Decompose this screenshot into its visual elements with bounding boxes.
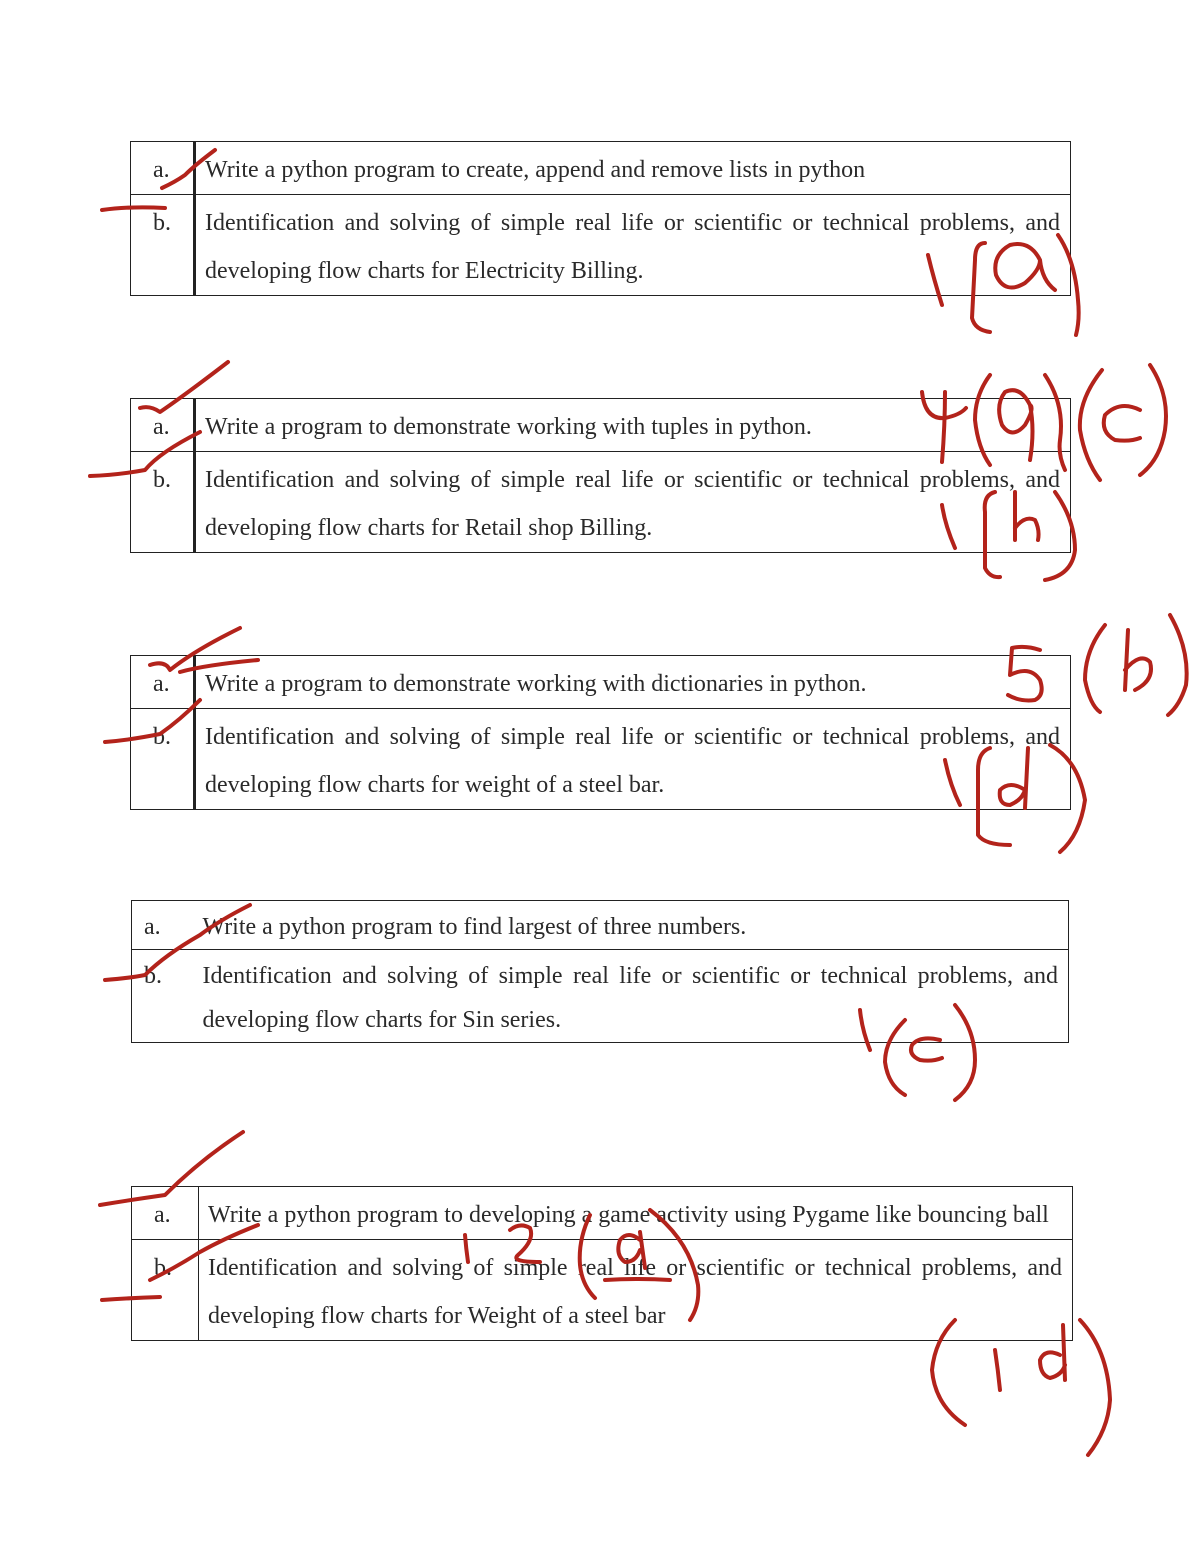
question-text: Identification and solving of simple real life or scientific or technical problems, and developing flow charts for Electricity Billing. — [195, 195, 1071, 296]
question-text: Identification and solving of simple real life or scientific or technical problems, and developing flow charts for weight of a steel bar. — [195, 709, 1071, 810]
row-label: b. — [131, 195, 195, 296]
question-row-a — [132, 901, 1069, 950]
question-table-4 — [131, 900, 1069, 1043]
row-label: a. — [131, 142, 195, 195]
note-5b — [1168, 615, 1187, 715]
row-label: b. — [131, 709, 195, 810]
row-label: a. — [131, 656, 195, 709]
note-4c — [1080, 370, 1102, 480]
question-text: Identification and solving of simple real life or scientific or technical problems, and developing flow charts for Retail shop Billing. — [195, 452, 1071, 553]
question-text: Identification and solving of simple real life or scientific or technical problems, and developing flow charts for Sin series. — [194, 950, 1069, 1043]
question-row-a — [131, 399, 1071, 452]
question-table-5 — [131, 1186, 1073, 1341]
question-row-a — [131, 656, 1071, 709]
note-1d-last — [1080, 1320, 1110, 1455]
question-text: Write a python program to find largest of three numbers. — [194, 901, 1069, 950]
note-4c — [1104, 406, 1140, 441]
row-label: a. — [132, 1187, 199, 1240]
row-label: b. — [131, 452, 195, 553]
question-row-b — [131, 195, 1071, 296]
question-row-b — [131, 709, 1071, 810]
question-text: Identification and solving of simple real life or scientific or technical problems, and developing flow charts for Weight of a steel bar — [199, 1240, 1073, 1341]
question-table-3 — [130, 655, 1071, 810]
row-label: a. — [132, 901, 194, 950]
question-row-b — [131, 452, 1071, 553]
note-5b — [1085, 625, 1105, 712]
question-row-b — [132, 950, 1069, 1043]
note-1d-last — [995, 1350, 1000, 1390]
note-4c — [1140, 365, 1166, 475]
question-row-a — [132, 1187, 1073, 1240]
row-label: b. — [132, 1240, 199, 1341]
question-text: Write a python program to developing a game activity using Pygame like bouncing ball — [199, 1187, 1073, 1240]
row-label: b. — [132, 950, 194, 1043]
question-text: Write a python program to create, append and remove lists in python — [195, 142, 1071, 195]
question-row-b — [132, 1240, 1073, 1341]
question-row-a — [131, 142, 1071, 195]
note-5b — [1125, 630, 1151, 690]
question-text: Write a program to demonstrate working with tuples in python. — [195, 399, 1071, 452]
question-text: Write a program to demonstrate working with dictionaries in python. — [195, 656, 1071, 709]
question-table-1 — [130, 141, 1071, 296]
row-label: a. — [131, 399, 195, 452]
question-table-2 — [130, 398, 1071, 553]
